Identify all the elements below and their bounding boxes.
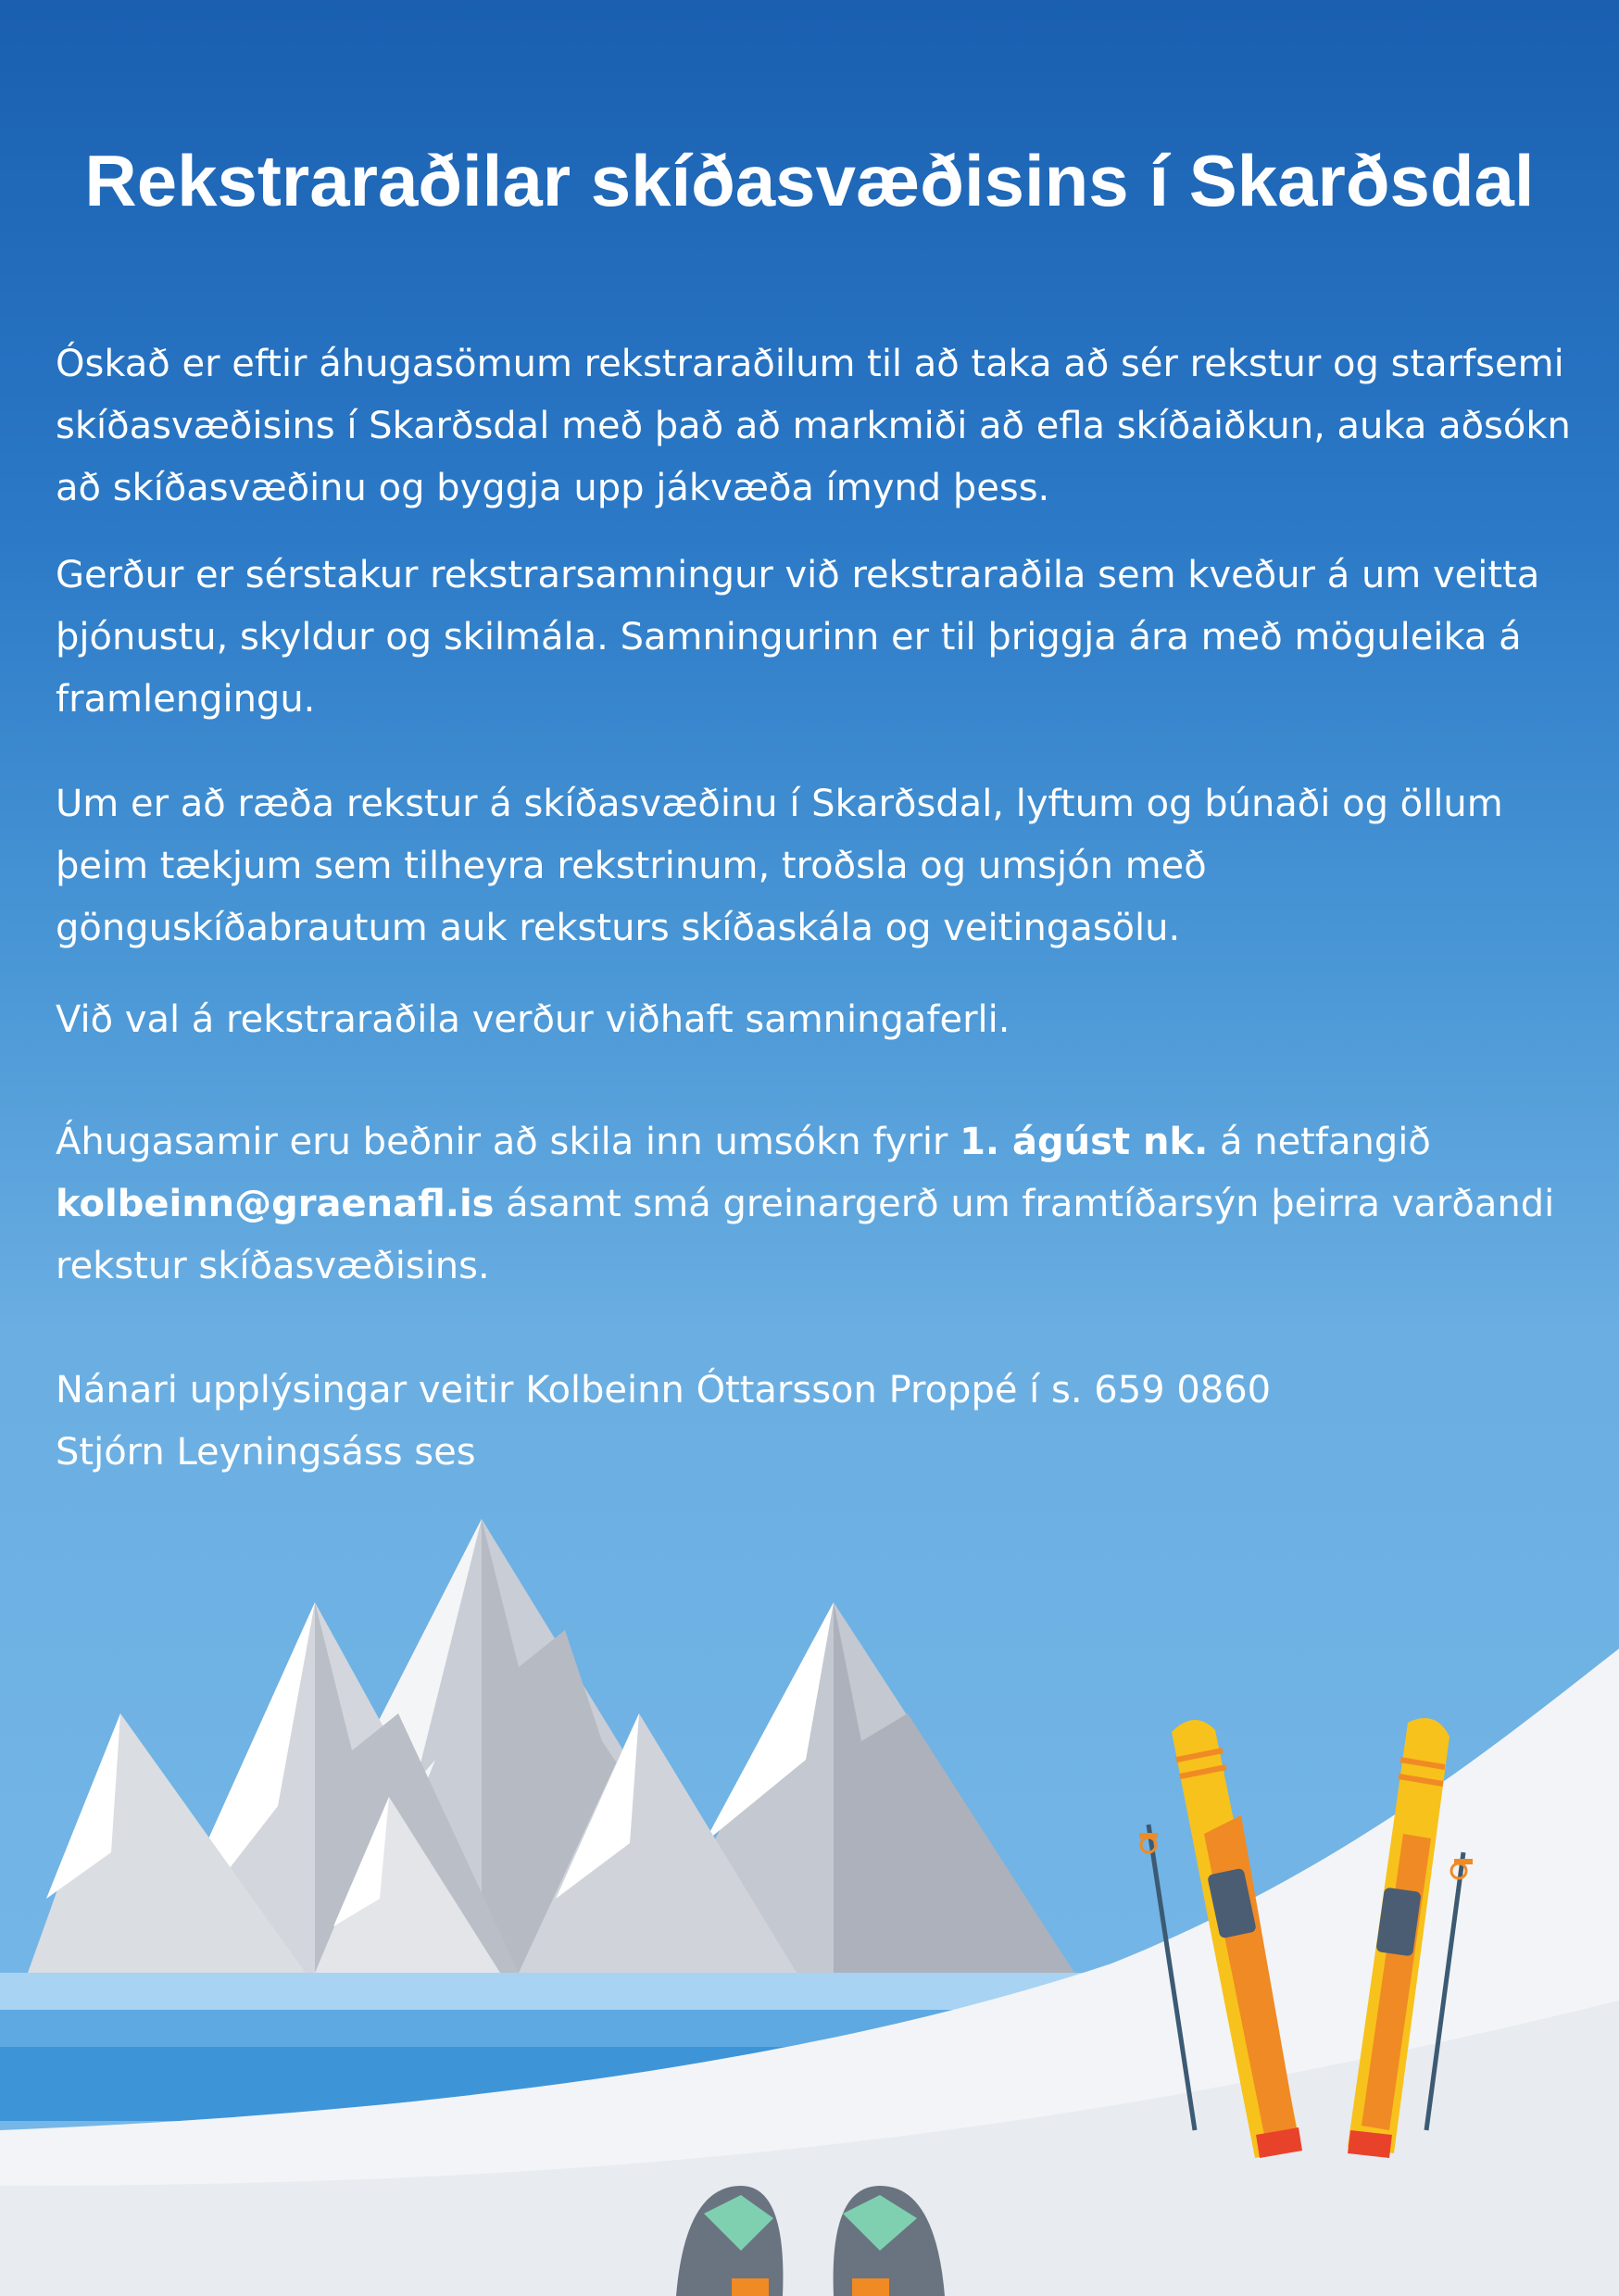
- contract-paragraph: Gerður er sérstakur rekstrarsamningur við rekstraraðila sem kveður á um veitta þjónustu, skyldur og skilmála. Samningurinn er til þriggja ára með möguleika á framlengingu.: [56, 554, 1540, 721]
- deadline-date: 1. ágúst nk.: [960, 1121, 1209, 1163]
- application-text-end: ásamt smá greinargerð um framtíðarsýn þeirra varðandi rekstur skíðasvæðisins.: [56, 1183, 1555, 1287]
- intro-paragraph: Óskað er eftir áhugasömum rekstraraðilum til að taka að sér rekstur og starfsemi skíðasvæðisins í Skarðsdal með það að markmiði að efla skíðaiðkun, auka aðsókn að skíðasvæðinu og byggja upp jákvæða ímynd þess.: [56, 343, 1571, 509]
- selection-paragraph: Við val á rekstraraðila verður viðhaft samningaferli.: [56, 998, 1010, 1041]
- application-text-start: Áhugasamir eru beðnir að skila inn umsókn fyrir: [56, 1121, 960, 1163]
- contact-email-link[interactable]: kolbeinn@graenafl.is: [56, 1183, 495, 1225]
- page-title: Rekstraraðilar skíðasvæðisins í Skarðsdal: [84, 140, 1535, 221]
- scope-paragraph: Um er að ræða rekstur á skíðasvæðinu í Skarðsdal, lyftum og búnaði og öllum þeim tækjum sem tilheyra rekstrinum, troðsla og umsjón með gönguskíðabrautum auk reksturs skíðaskála og veitingasölu.: [56, 783, 1503, 949]
- contact-paragraph: Nánari upplýsingar veitir Kolbeinn Óttarsson Proppé í s. 659 0860: [56, 1369, 1272, 1411]
- ski-scene-illustration: [0, 1482, 1619, 2296]
- application-text-mid: á netfangið: [1208, 1121, 1431, 1163]
- signature: Stjórn Leyningsáss ses: [56, 1431, 476, 1474]
- mountains-icon: [0, 1482, 1074, 1973]
- application-paragraph: [56, 1111, 1575, 1298]
